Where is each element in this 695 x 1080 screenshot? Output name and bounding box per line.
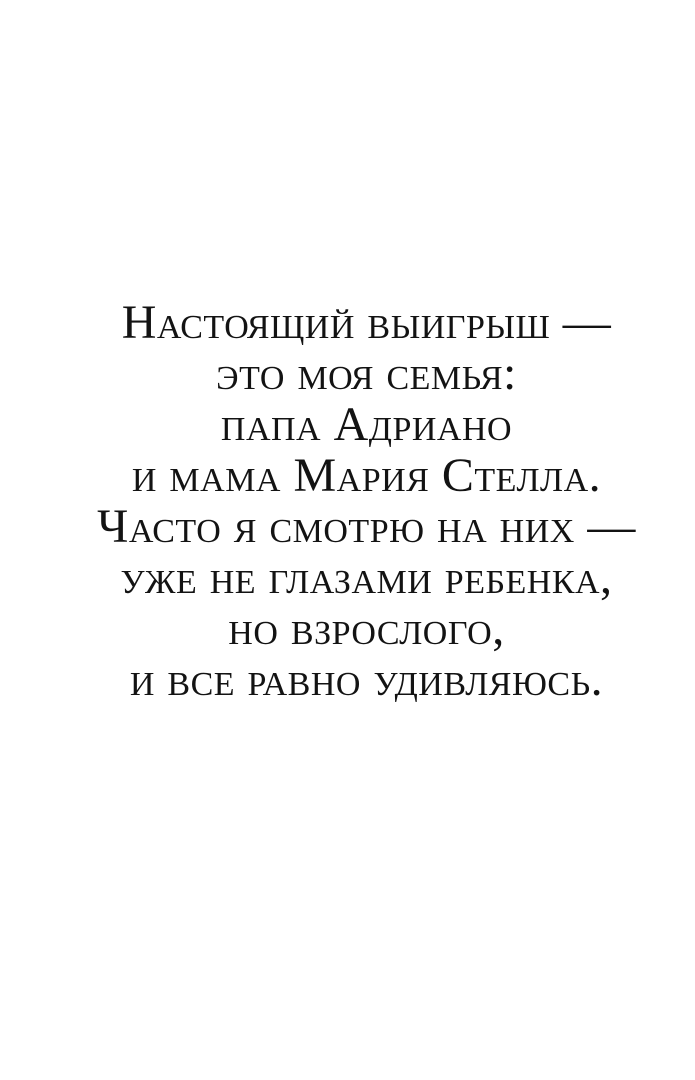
- quote-line: уже не глазами ребенка,: [120, 551, 613, 604]
- quote-line: это моя семья:: [216, 347, 517, 400]
- quote-line: Настоящий выигрыш —: [121, 296, 612, 349]
- quote-line: и все равно удивляюсь.: [129, 653, 604, 706]
- quote-line: Часто я смотрю на них —: [97, 500, 636, 553]
- quote-line: но взрослого,: [228, 602, 505, 655]
- quote-line: и мама Мария Стелла.: [131, 449, 602, 502]
- quote-line: папа Адриано: [220, 398, 513, 451]
- epigraph-quote: [0, 297, 695, 705]
